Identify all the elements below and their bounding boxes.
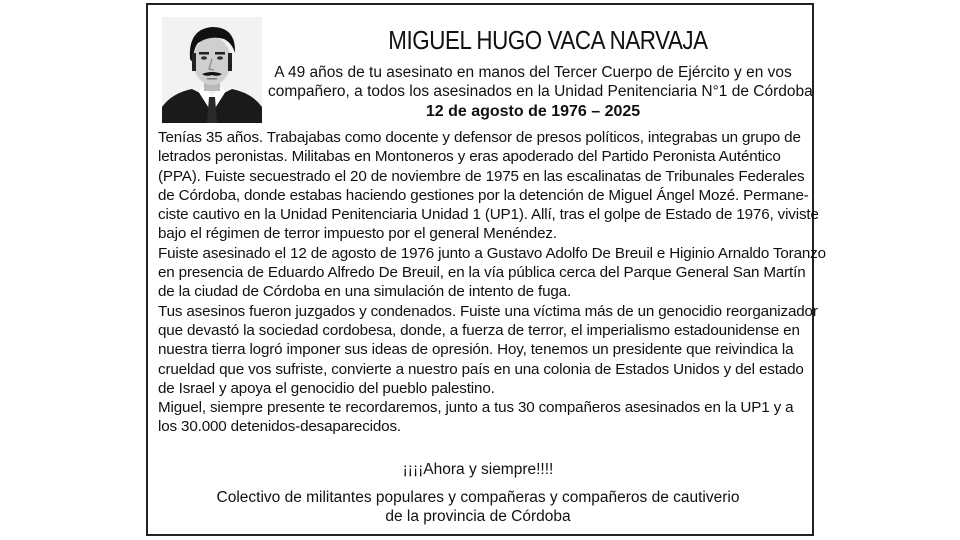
body-line: Tus asesinos fueron juzgados y condenados. Fuiste una víctima más de un genocidio reorganizador (158, 302, 818, 320)
closing-slogan: ¡¡¡¡Ahora y siempre!!!! (402, 461, 554, 478)
body-line: bajo el régimen de terror impuesto por el general Menéndez. (158, 225, 557, 243)
body-line: de Córdoba, donde estabas haciendo gestiones por la detención de Miguel Ángel Mozé. Permane- (158, 186, 809, 204)
body-line: letrados peronistas. Militabas en Montoneros y eras apoderado del Partido Peronista Auténtico (158, 148, 781, 166)
intro-line: A 49 años de tu asesinato en manos del Tercer Cuerpo de Ejército y en vos (274, 64, 792, 81)
body-line: Miguel, siempre presente te recordaremos, junto a tus 30 compañeros asesinados en la UP1 y a (158, 399, 794, 417)
body-line: crueldad que vos sufriste, convierte a nuestro país en una colonia de Estados Unidos y del estado (158, 360, 804, 378)
date-range: 12 de agosto de 1976 – 2025 (425, 103, 641, 120)
body-line: nuestra tierra logró imponer sus ideas de opresión. Hoy, tenemos un presidente que reivindica la (158, 341, 794, 359)
body-line: en presencia de Eduardo Alfredo De Breuil, en la vía pública cerca del Parque General San Martín (158, 264, 806, 282)
body-text (158, 128, 826, 437)
body-line: los 30.000 detenidos-desaparecidos. (158, 418, 401, 436)
body-line: (PPA). Fuiste secuestrado el 20 de noviembre de 1975 en las escalinatas de Tribunales Federales (158, 167, 805, 185)
intro-line: compañero, a todos los asesinados en la Unidad Penitenciaria N°1 de Córdoba (268, 83, 813, 100)
signature-line: Colectivo de militantes populares y compañeras y compañeros de cautiverio (216, 489, 740, 506)
body-line: de la ciudad de Córdoba en una simulación de intento de fuga. (158, 283, 572, 301)
portrait-photo (162, 17, 262, 123)
person-name: MIGUEL HUGO VACA NARVAJA (388, 25, 708, 55)
signature-line: de la provincia de Córdoba (385, 508, 571, 525)
portrait-illustration (162, 17, 262, 123)
obituary-notice (146, 3, 826, 536)
intro-text (268, 63, 813, 101)
body-line: ciste cautivo en la Unidad Penitenciaria Unidad 1 (UP1). Allí, tras el golpe de Estado de 1976, viviste (158, 206, 819, 224)
body-line: de Israel y apoya el genocidio del pueblo palestino. (158, 379, 495, 397)
body-line: Tenías 35 años. Trabajabas como docente y defensor de presos políticos, integrabas un grupo de (158, 129, 801, 146)
body-line: Fuiste asesinado el 12 de agosto de 1976 junto a Gustavo Adolfo De Breuil e Higinio Arnaldo Toranzo (158, 244, 826, 262)
signature (158, 488, 798, 526)
body-line: que devastó la sociedad cordobesa, donde, a fuerza de terror, el imperialismo estadounidense en (158, 321, 800, 339)
